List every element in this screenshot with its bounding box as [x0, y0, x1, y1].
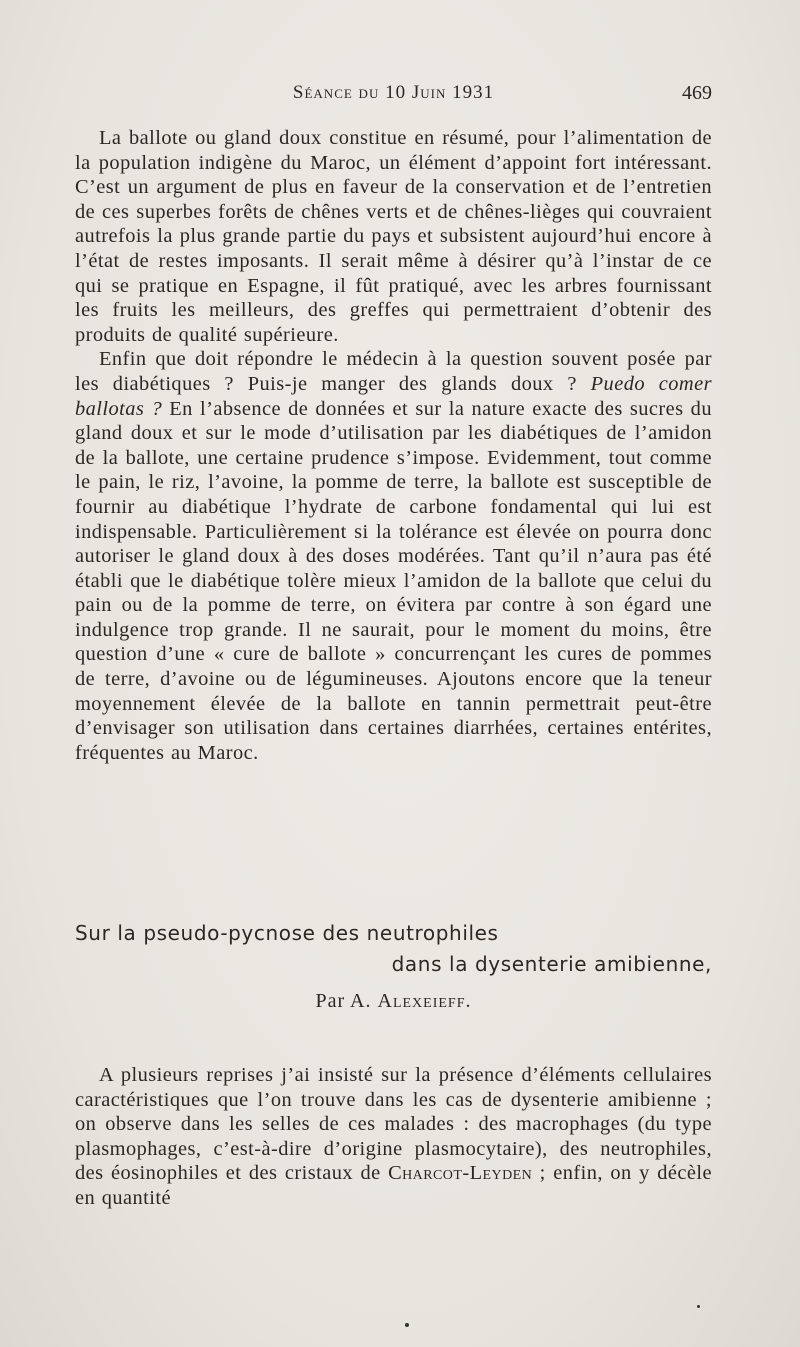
paper-speck-mark [405, 1323, 409, 1327]
italic-quote: Puedo comer ballotas ? [75, 372, 712, 420]
body-text-section-1 [75, 126, 712, 765]
article-title [75, 918, 712, 980]
running-title: Séance du 10 Juin 1931 [292, 82, 495, 103]
text-segment: Enfin que doit répondre le médecin à la question souvent posée par les diabétiques ? Puis-je manger des glands doux ? [75, 348, 712, 395]
text-segment: ; enfin, on y décèle en quantité [75, 1162, 712, 1209]
byline-author: Alexeieff. [377, 990, 472, 1012]
article-title-line-2: dans la dysenterie amibienne, [391, 952, 712, 976]
paragraph [75, 347, 712, 765]
paper-speck-mark [697, 1305, 700, 1308]
page-number: 469 [682, 82, 712, 104]
article-title-line-1: Sur la pseudo-pycnose des neutrophiles [75, 921, 499, 945]
text-segment: La ballote ou gland doux constitue en résumé, pour l’alimentation de la population indigène du Maroc, un élément d’appoint fort intéressant. C’est un argument de plus en faveur de la conservation et de l’entretien de ces superbes forêts de chênes verts et de chênes-lièges qui couvraient autrefois la plus grande partie du pays et subsistent aujourd’hui encore à l’état de restes imposants. Il serait même à désirer qu’à l’instar de ce qui se pratique en Espagne, il fût pratiqué, avec les arbres fournissant les fruits les meilleurs, des greffes qui permettraient d’obtenir des produits de qualité supérieure. [75, 127, 712, 346]
text-segment: En l’absence de données et sur la nature exacte des sucres du gland doux et sur le mode d’utilisation par les diabétiques de l’amidon de la ballote, une certaine prudence s’impose. Evidemment, tout comme le pain, le riz, l’avoine, la pomme de terre, la ballote est susceptible de fournir au diabétique l’hydrate de carbone fondamental qui lui est indispensable. Particulièrement si la tolérance est élevée on pourra donc autoriser le gland doux à des doses modérées. Tant qu’il n’aura pas été établi que le diabétique tolère mieux l’amidon de la ballote que celui du pain ou de la pomme de terre, on évitera par contre à son égard une indulgence trop grande. Il ne saurait, pour le moment du moins, être question d’une « cure de ballote » concurrençant les cures de pommes de terre, d’avoine ou de légumineuses. Ajoutons encore que la teneur moyennement élevée de la ballote en tannin permettrait peut-être d’envisager son utilisation dans certaines diarrhées, certaines entérites, fréquentes au Maroc. [75, 397, 712, 764]
paragraph [75, 126, 712, 347]
author-name-smallcaps: Charcot-Leyden [388, 1162, 533, 1185]
byline-prefix: Par A. [315, 990, 378, 1012]
body-text-section-2 [75, 1063, 712, 1211]
byline [75, 990, 712, 1013]
running-head [75, 82, 712, 112]
paragraph [75, 1063, 712, 1211]
text-segment: A plusieurs reprises j’ai insisté sur la présence d’éléments cellulaires caractéristiques que l’on trouve dans les cas de dysenterie amibienne ; on observe dans les selles de ces malades : des macrophages (du type plasmophages, c’est-à-dire d’origine plasmocytaire), des neutrophiles, des éosinophiles et des cristaux de [75, 1064, 712, 1185]
